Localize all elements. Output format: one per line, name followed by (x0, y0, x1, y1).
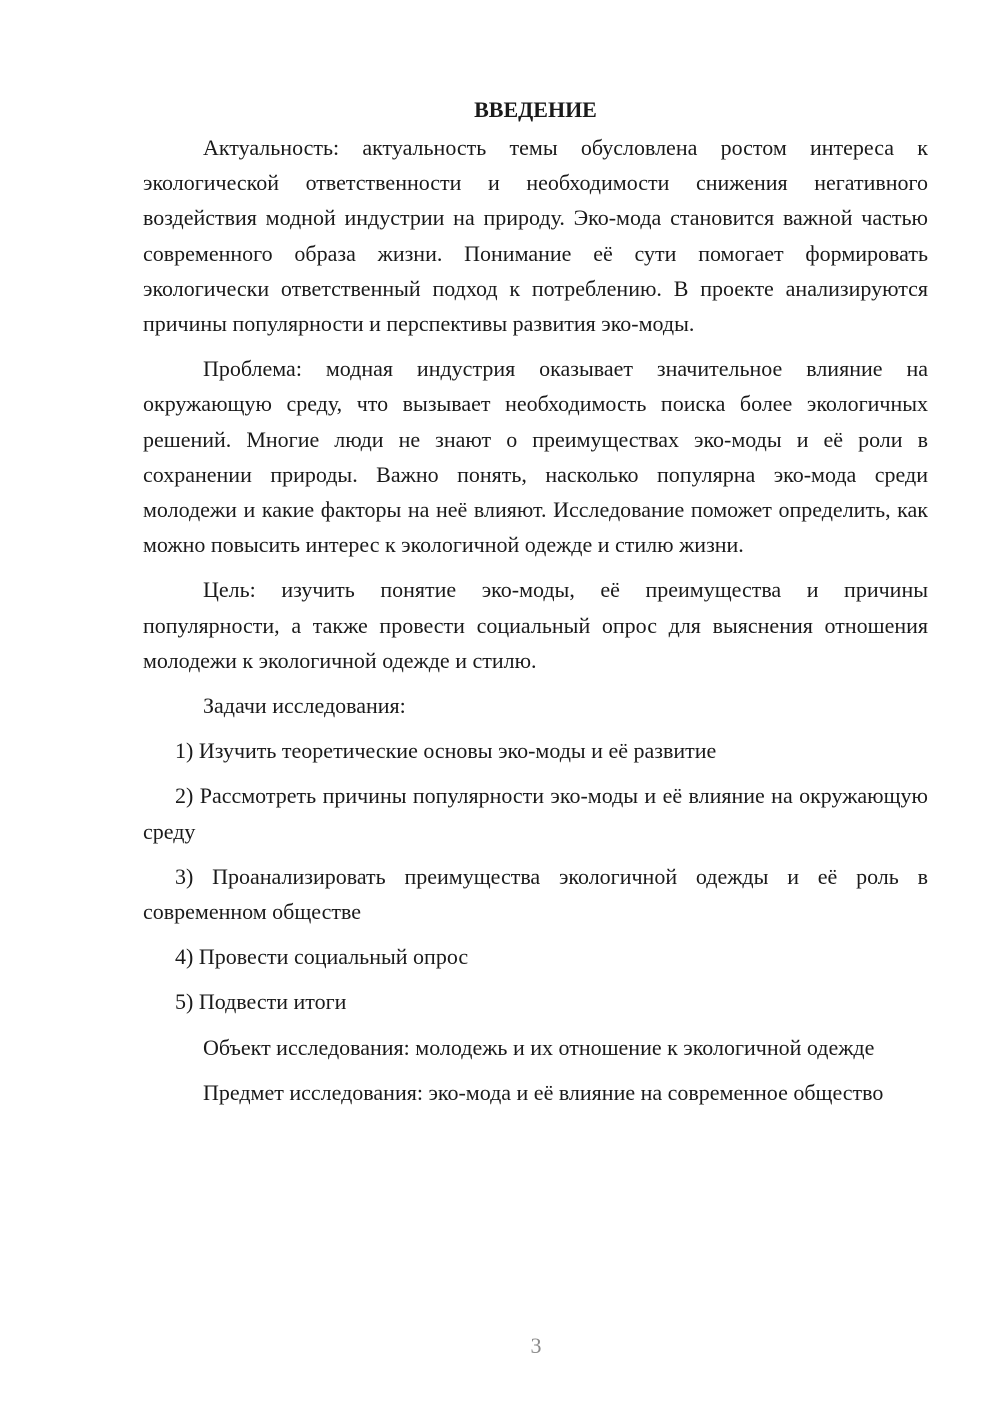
tasks-heading: Задачи исследования: (203, 693, 406, 719)
task-item-4: 4) Провести социальный опрос (175, 944, 469, 970)
paragraph-subject: Предмет исследования: эко-мода и её влияние на современное общество (203, 1079, 884, 1105)
task-item-2: 2) Рассмотреть причины популярности эко-моды и её влияние на окружающую среду (143, 783, 928, 844)
document-title: ВВЕДЕНИЕ (474, 97, 597, 122)
task-item-1: 1) Изучить теоретические основы эко-моды и её развитие (175, 738, 717, 764)
paragraph-problem: Проблема: модная индустрия оказывает значительное влияние на окружающую среду, что вызывает необходимость поиска более экологичных решений. Многие люди не знают о преимуществах эко-моды и её роли в сохранении природы. Важно понять, насколько популярна эко-мода среди молодежи и какие факторы на неё влияют. Исследование поможет определить, как можно повысить интерес к экологичной одежде и стилю жизни. (143, 356, 928, 558)
page-number: 3 (530, 1333, 542, 1358)
task-item-5: 5) Подвести итоги (175, 989, 347, 1015)
paragraph-goal: Цель: изучить понятие эко-моды, её преимущества и причины популярности, а также провести социальный опрос для выяснения отношения молодежи к экологичной одежде и стилю. (143, 577, 928, 673)
paragraph-relevance: Актуальность: актуальность темы обусловлена ростом интереса к экологической ответственности и необходимости снижения негативного воздействия модной индустрии на природу. Эко-мода становится важной частью современного образа жизни. Понимание её сути помогает формировать экологически ответственный подход к потреблению. В проекте анализируются причины популярности и перспективы развития эко-моды. (143, 135, 928, 337)
document-page (143, 92, 928, 1120)
task-item-3: 3) Проанализировать преимущества экологичной одежды и её роль в современном обществе (143, 863, 928, 925)
paragraph-object: Объект исследования: молодежь и их отношение к экологичной одежде (203, 1034, 875, 1060)
